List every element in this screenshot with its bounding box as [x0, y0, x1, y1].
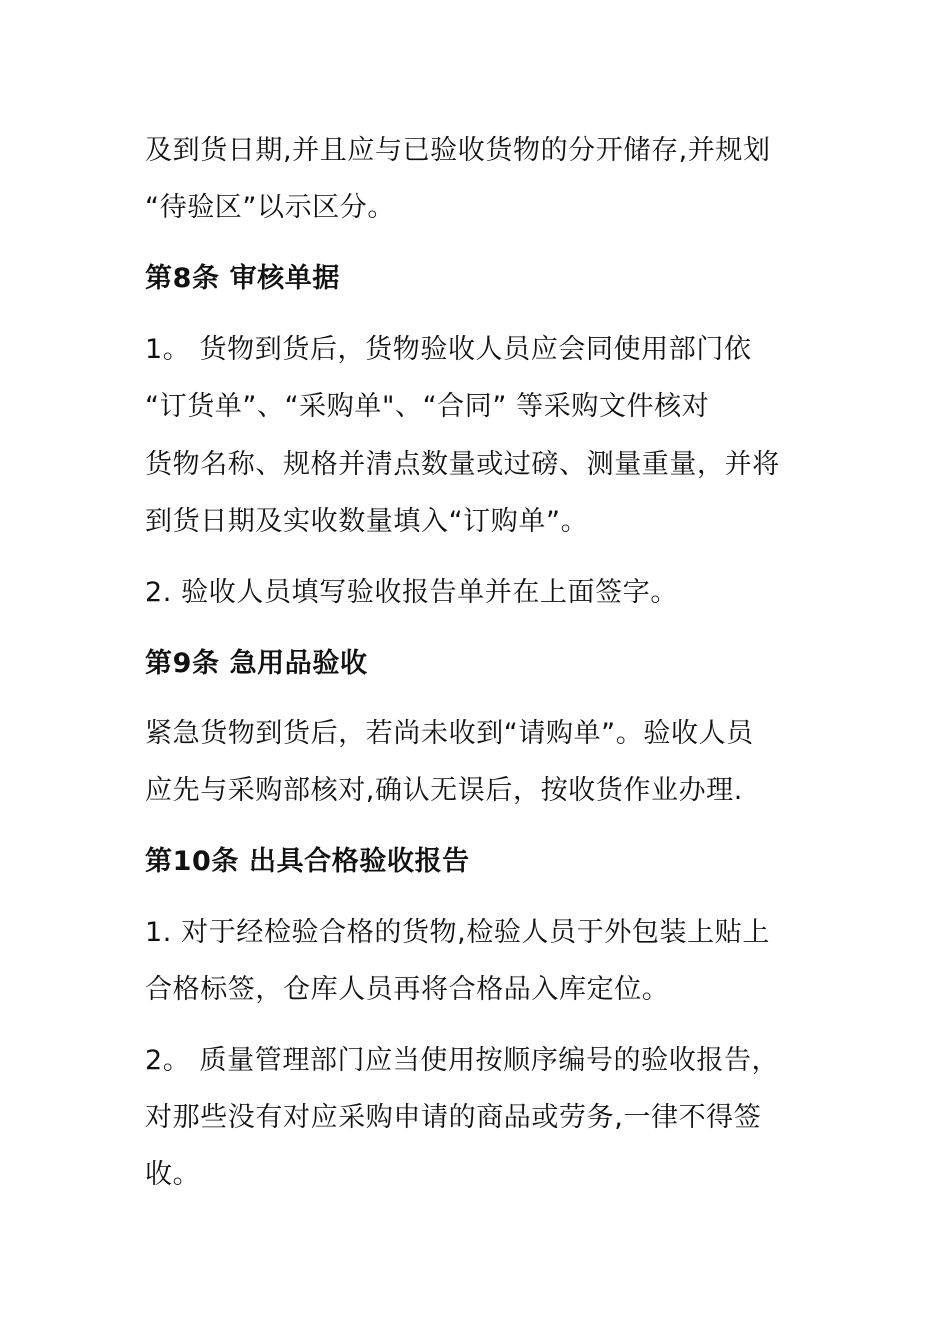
text-line: 合格标签，仓库人员再将合格品入库定位。	[145, 974, 670, 1005]
text-line: 2。 质量管理部门应当使用按顺序编号的验收报告，	[145, 1045, 780, 1076]
text-line: 对那些没有对应采购申请的商品或劳务,一律不得签	[145, 1102, 762, 1133]
text-line: 1. 对于经检验合格的货物,检验人员于外包装上贴上	[145, 917, 770, 948]
text-line: “待验区”以示区分。	[145, 192, 395, 223]
section-heading-article-8: 第8条 审核单据	[145, 263, 340, 294]
text-line: 1。 货物到货后，货物验收人员应会同使用部门依	[145, 334, 752, 365]
text-line: 紧急货物到货后，若尚未收到“请购单”。验收人员	[145, 718, 754, 749]
text-line: 应先与采购部核对,确认无误后，按收货作业办理.	[145, 775, 743, 806]
text-line: 及到货日期,并且应与已验收货物的分开储存,并规划	[145, 135, 771, 166]
text-line: 到货日期及实收数量填入“订购单”。	[145, 506, 589, 537]
text-line: 2. 验收人员填写验收报告单并在上面签字。	[145, 577, 678, 608]
text-line: “订货单”、“采购单"、“合同” 等采购文件核对	[145, 391, 710, 422]
section-heading-article-9: 第9条 急用品验收	[145, 648, 368, 679]
text-line: 收。	[145, 1159, 201, 1190]
text-line: 货物名称、规格并清点数量或过磅、测量重量，并将	[145, 449, 780, 480]
section-heading-article-10: 第10条 出具合格验收报告	[145, 846, 470, 877]
